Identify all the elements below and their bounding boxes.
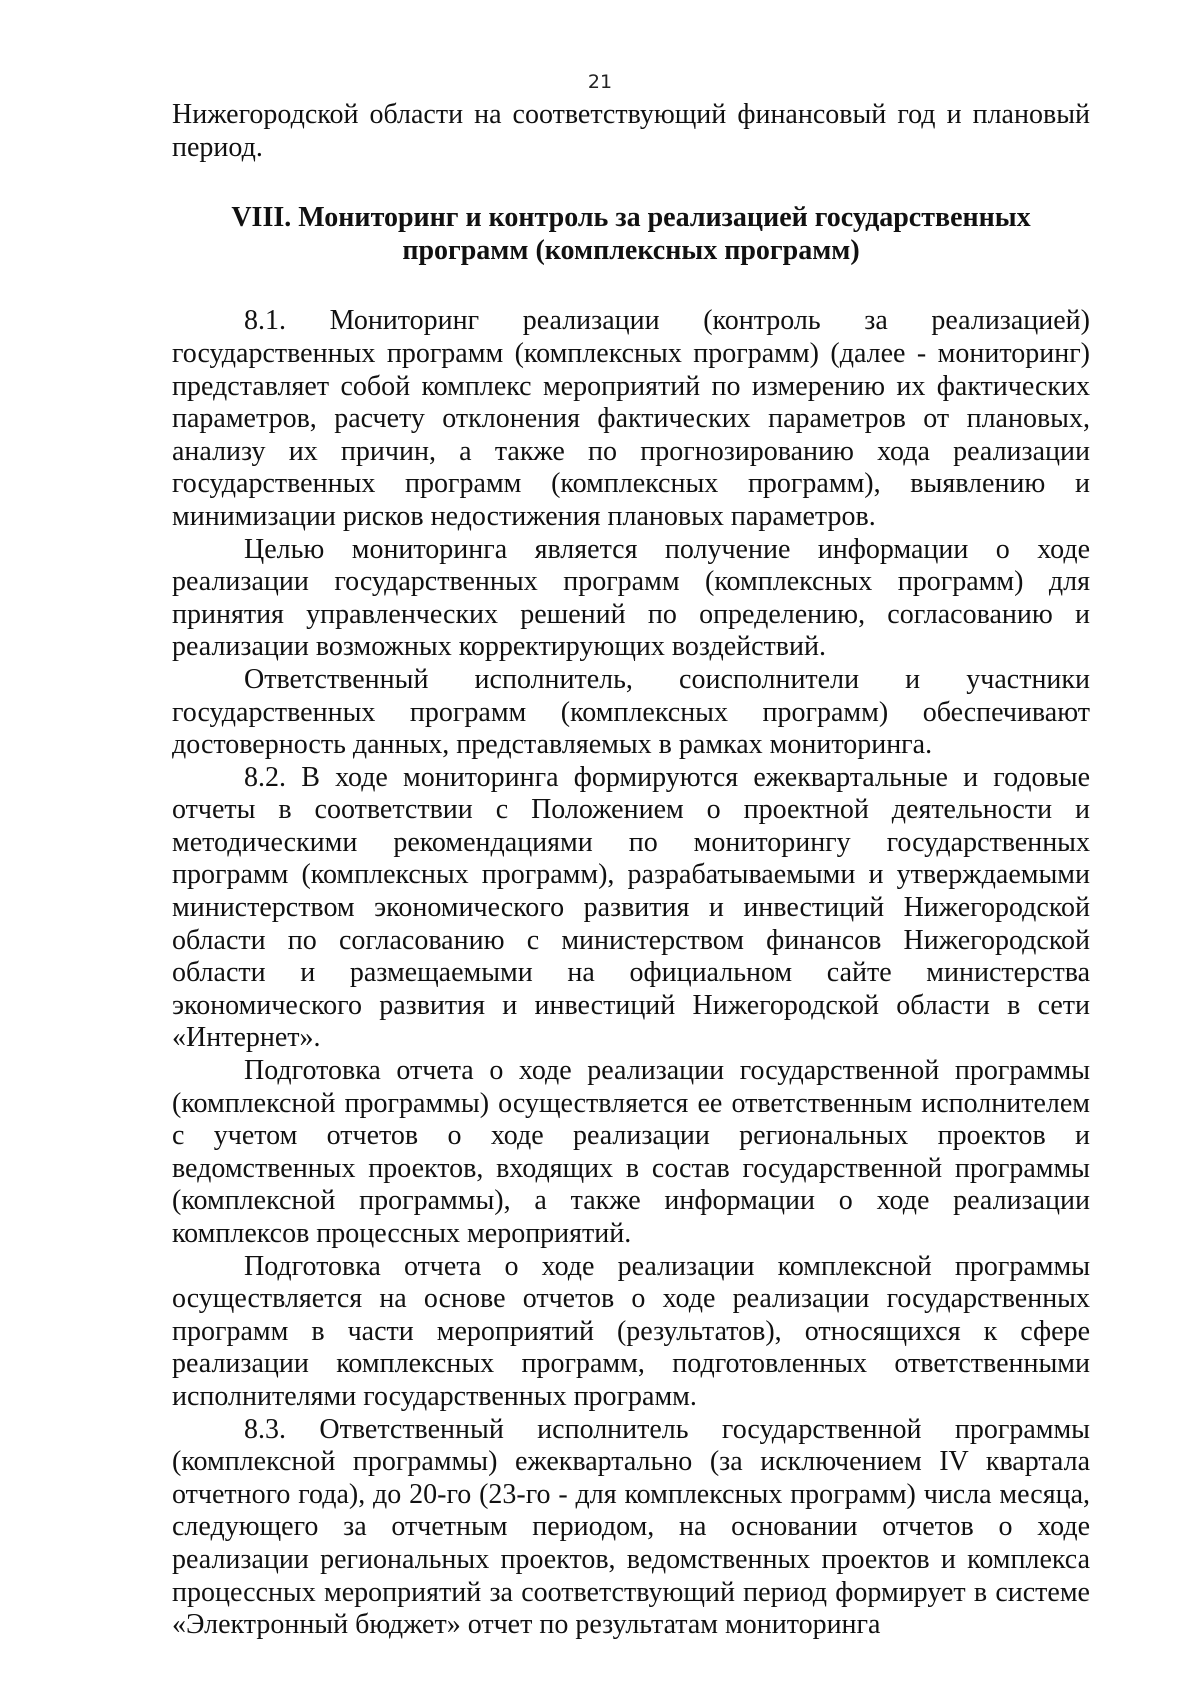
- paragraph-state-program-report: Подготовка отчета о ходе реализации государственной программы (комплексной программы) осуществляется ее ответственным исполнителем с учетом отчетов о ходе реализации региональных проектов и ведомственных проектов, входящих в состав государственной программы (комплексной программы), а также информации о ходе реализации комплексов процессных мероприятий.: [172, 1055, 1090, 1249]
- paragraph-complex-program-report: Подготовка отчета о ходе реализации комплексной программы осуществляется на основе отчетов о ходе реализации государственных программ в части мероприятий (результатов), относящихся к сфере реализации комплексных программ, подготовленных ответственными исполнителями государственных программ.: [172, 1250, 1090, 1412]
- paragraph-responsible-executors: Ответственный исполнитель, соисполнители и участники государственных программ (комплексных программ) обеспечивают достоверность данных, представляемых в рамках мониторинга.: [172, 663, 1090, 761]
- paragraph-8-2: 8.2. В ходе мониторинга формируются ежеквартальные и годовые отчеты в соответствии с Положением о проектной деятельности и методическими рекомендациями по мониторингу государственных программ (комплексных программ), разрабатываемыми и утверждаемыми министерством экономического развития и инвестиций Нижегородской области по согласованию с министерством финансов Нижегородской области и размещаемыми на официальном сайте министерства экономического развития и инвестиций Нижегородской области в сети «Интернет».: [172, 761, 1090, 1054]
- paragraph-8-1: 8.1. Мониторинг реализации (контроль за реализацией) государственных программ (комплексных программ) (далее - мониторинг) представляет собой комплекс мероприятий по измерению их фактических параметров, расчету отклонения фактических параметров от плановых, анализу их причин, а также по прогнозированию хода реализации государственных программ (комплексных программ), выявлению и минимизации рисков недостижения плановых параметров.: [172, 305, 1090, 532]
- paragraph-monitoring-goal: Целью мониторинга является получение информации о ходе реализации государственных программ (комплексных программ) для принятия управленческих решений по определению, согласованию и реализации возможных корректирующих воздействий.: [172, 533, 1090, 663]
- page-number: 21: [587, 71, 613, 93]
- paragraph-8-3: 8.3. Ответственный исполнитель государственной программы (комплексной программы) ежеквартально (за исключением IV квартала отчетного года), до 20-го (23-го - для комплексных программ) числа месяца, следующего за отчетным периодом, на основании отчетов о ходе реализации региональных проектов, ведомственных проектов и комплекса процессных мероприятий за соответствующий период формирует в системе «Электронный бюджет» отчет по результатам мониторинга: [172, 1413, 1090, 1641]
- continuation-paragraph: Нижегородской области на соответствующий финансовый год и плановый период.: [172, 99, 1090, 163]
- document-body: [172, 99, 1090, 1642]
- section-heading: VIII. Мониторинг и контроль за реализацией государственных программ (комплексных программ): [231, 202, 1031, 266]
